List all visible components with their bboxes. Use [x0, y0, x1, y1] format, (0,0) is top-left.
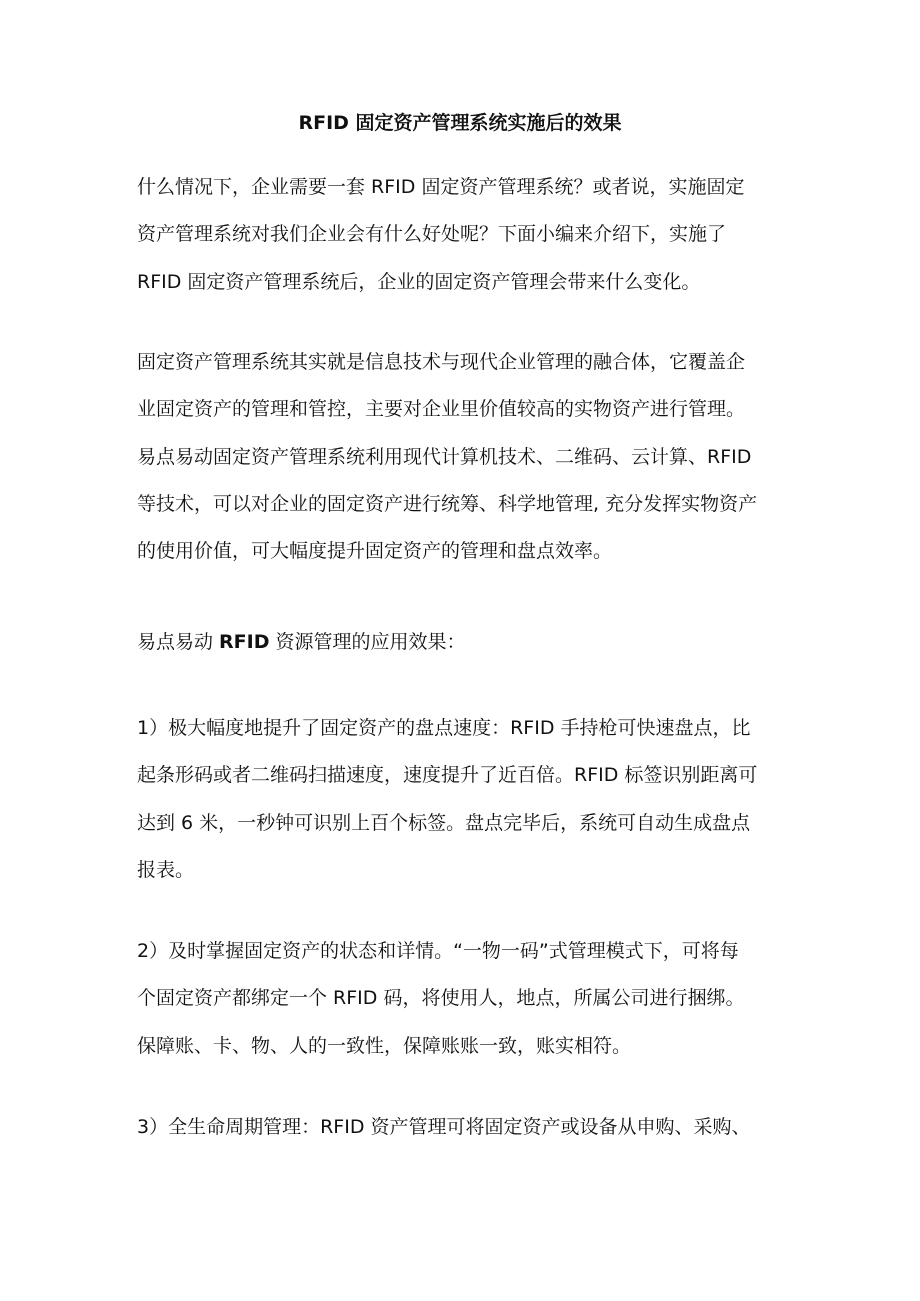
text-line: 资产管理系统对我们企业会有什么好处呢？下面小编来介绍下，实施了 — [137, 223, 727, 246]
text-line: 的使用价值，可大幅度提升固定资产的管理和盘点效率。 — [137, 540, 613, 563]
text-line: 起条形码或者二维码扫描速度，速度提升了近百倍。RFID 标签识别距离可 — [137, 764, 758, 787]
text-line — [137, 619, 797, 666]
text-line: 什么情况下，企业需要一套 RFID 固定资产管理系统？或者说，实施固定 — [137, 176, 745, 198]
paragraph-point-1 — [137, 705, 797, 894]
text-line: 达到 6 米，一秒钟可识别上百个标签。盘点完毕后，系统可自动生成盘点 — [137, 811, 751, 834]
text-line: 易点易动固定资产管理系统利用现代计算机技术、二维码、云计算、RFID — [137, 445, 752, 468]
text-line: RFID 固定资产管理系统后，企业的固定资产管理会带来什么变化。 — [137, 270, 701, 293]
document-title: RFID 固定资产管理系统实施后的效果 — [298, 112, 622, 134]
paragraph-overview — [137, 339, 797, 575]
text-line: 2）及时掌握固定资产的状态和详情。“一物一码”式管理模式下，可将每 — [137, 940, 739, 962]
heading-prefix: 易点易动 — [137, 631, 220, 653]
heading-suffix: 资源管理的应用效果： — [269, 631, 466, 653]
text-line: 1）极大幅度地提升了固定资产的盘点速度：RFID 手持枪可快速盘点，比 — [137, 717, 751, 739]
text-line: 个固定资产都绑定一个 RFID 码，将使用人，地点，所属公司进行捆绑。 — [137, 987, 745, 1010]
section-heading — [137, 619, 797, 666]
text-line: 固定资产管理系统其实就是信息技术与现代企业管理的融合体，它覆盖企 — [137, 351, 746, 373]
heading-bold-rfid: RFID — [219, 631, 270, 653]
text-line: 保障账、卡、物、人的一致性，保障账账一致，账实相符。 — [137, 1034, 632, 1057]
paragraph-point-3 — [137, 1104, 797, 1151]
paragraph-point-2 — [137, 928, 797, 1070]
text-line: 等技术，可以对企业的固定资产进行统筹、科学地管理, 充分发挥实物资产 — [137, 492, 758, 515]
text-line: 业固定资产的管理和管控，主要对企业里价值较高的实物资产进行管理。 — [137, 398, 746, 421]
text-line: 3）全生命周期管理：RFID 资产管理可将固定资产或设备从申购、采购、 — [137, 1116, 751, 1138]
paragraph-intro — [137, 164, 797, 306]
text-line: 报表。 — [137, 858, 195, 881]
